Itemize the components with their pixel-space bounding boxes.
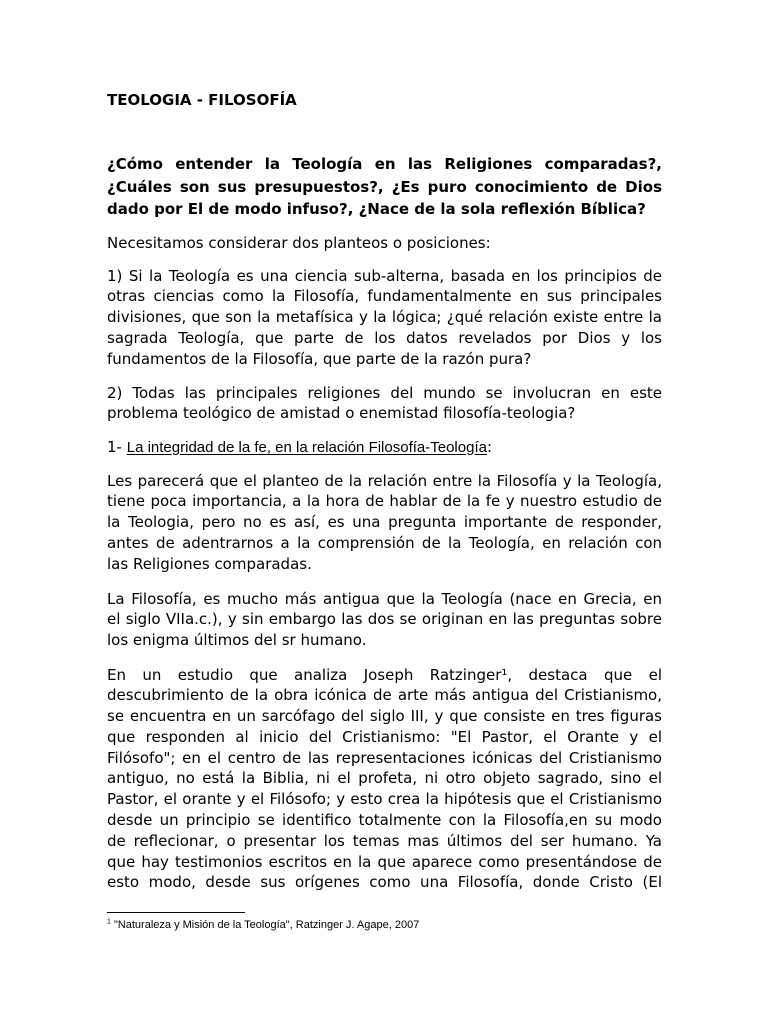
paragraph-line: problema teológico de amistad o enemistad filosofía-teologia? <box>107 404 576 423</box>
document-title-block <box>107 90 662 111</box>
section-colon: : <box>486 437 493 456</box>
section-title: La integridad de la fe, en la relación Filosofía-Teología <box>126 438 487 456</box>
paragraph-line: 1) Si la Teología es una ciencia sub-alterna, basada en los principios de <box>107 266 662 285</box>
paragraph-line: que hay testimonios escritos en la que aparece como presentándose de <box>107 852 662 871</box>
paragraph-line: antiguo, no está la Biblia, ni el profeta, ni otro objeto sagrado, sino el <box>107 769 662 788</box>
section-heading <box>107 437 662 459</box>
footnote-marker: 1 <box>107 918 111 926</box>
footnote-separator <box>107 912 245 913</box>
footnote <box>107 918 419 932</box>
document-title: TEOLOGIA - FILOSOFÍA <box>107 91 297 109</box>
paragraph-line: En un estudio que analiza Joseph Ratzinger¹, destaca que el <box>107 665 662 684</box>
paragraph-line: otras ciencias como la Filosofía, fundamentalmente en sus principales <box>107 287 662 306</box>
paragraph-line: descubrimiento de la obra icónica de arte más antigua del Cristianismo, <box>107 686 662 705</box>
paragraph-line: La Filosofía, es mucho más antigua que la Teología (nace en Grecia, en <box>107 589 662 608</box>
paragraph-line: desde un principio se identifico totalmente con la Filosofía,en su modo <box>107 811 662 830</box>
paragraph-line: sagrada Teología, que parte de los datos revelados por Dios y los <box>107 328 662 347</box>
questions-paragraph <box>107 153 662 221</box>
paragraph-line: la Teologia, pero no es así, es una pregunta importante de responder, <box>107 513 662 532</box>
paragraph-line: Necesitamos considerar dos planteos o posiciones: <box>107 233 491 252</box>
paragraph-line: fundamentos de la Filosofía, que parte de la razón pura? <box>107 349 532 368</box>
section-number: 1- <box>107 437 127 456</box>
paragraph-line: antes de adentrarnos a la comprensión de la Teología, en relación con <box>107 533 662 552</box>
paragraph-line: tiene poca importancia, a la hora de hablar de la fe y nuestro estudio de <box>107 492 662 511</box>
paragraph-line: las Religiones comparadas. <box>107 554 312 573</box>
paragraph-line: dado por El de modo infuso?, ¿Nace de la sola reflexión Bíblica? <box>107 200 646 218</box>
paragraph-line: se encuentra en un sarcófago del siglo III, y que consiste en tres figuras <box>107 707 662 726</box>
footnote-text: "Naturaleza y Misión de la Teología", Ratzinger J. Agape, 2007 <box>113 919 420 931</box>
point-2-paragraph <box>107 383 662 425</box>
philosophy-paragraph <box>107 589 662 651</box>
paragraph-line: 2) Todas las principales religiones del mundo se involucran en este <box>107 383 662 402</box>
paragraph-line: de reflecionar, o presentar los temas mas últimos del ser humano. Ya <box>107 831 662 850</box>
paragraph-line: esto modo, desde sus orígenes como una Filosofía, donde Cristo (El <box>107 873 662 892</box>
paragraph-line: ¿Cómo entender la Teología en las Religiones comparadas?, <box>107 155 662 173</box>
paragraph-line: Filósofo"; en el centro de las representaciones icónicas del Cristianismo <box>107 748 662 767</box>
paragraph-line: el siglo VIIa.c.), y sin embargo las dos se originan en las preguntas sobre <box>107 610 662 629</box>
paragraph-line: ¿Cuáles son sus presupuestos?, ¿Es puro conocimiento de Dios <box>107 177 662 196</box>
ratzinger-paragraph <box>107 665 662 894</box>
paragraph-line: Les parecerá que el planteo de la relación entre la Filosofía y la Teología, <box>107 471 662 490</box>
importance-paragraph <box>107 471 662 575</box>
paragraph-line: divisiones, que son la metafísica y la lógica; ¿qué relación existe entre la <box>107 308 662 327</box>
paragraph-line: los enigma últimos del sr humano. <box>107 631 367 650</box>
point-1-paragraph <box>107 266 662 370</box>
section-heading-line <box>107 437 662 459</box>
paragraph-line: Pastor, el orante y el Filósofo; y esto crea la hipótesis que el Cristianismo <box>107 790 662 809</box>
paragraph-line: que responden al inicio del Cristianismo: "El Pastor, el Orante y el <box>107 727 662 746</box>
intro-paragraph <box>107 233 662 254</box>
